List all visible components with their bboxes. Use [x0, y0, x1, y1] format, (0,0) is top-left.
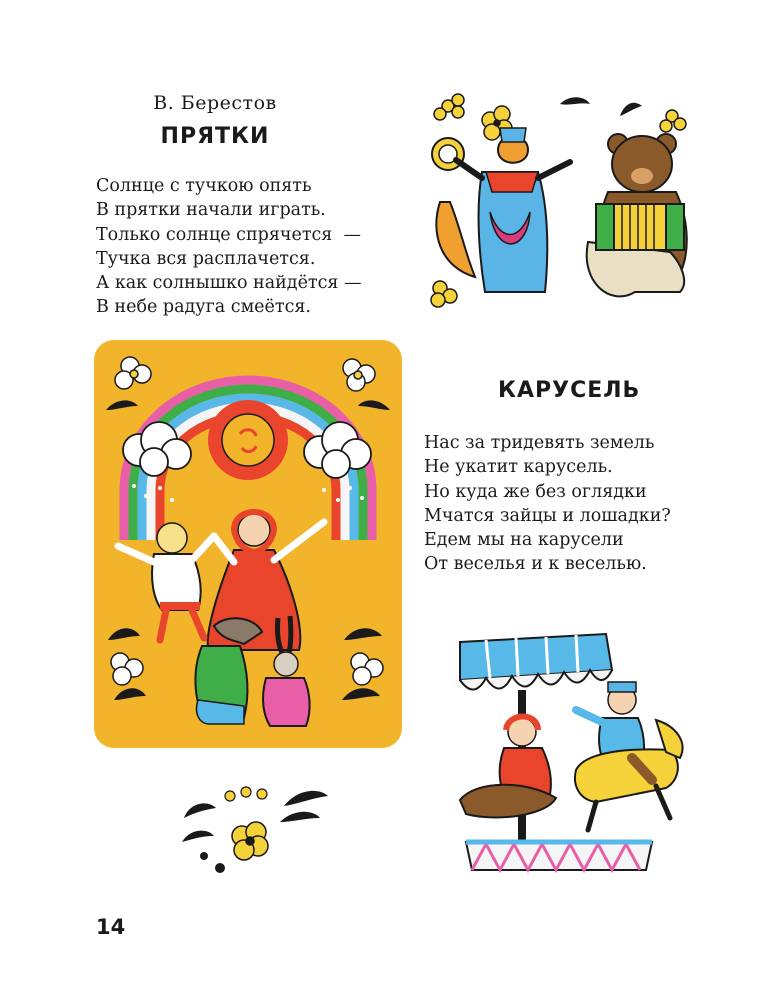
carousel-base: [466, 842, 652, 870]
flower-icon: [434, 94, 464, 120]
poem2-line: Но куда же без оглядки: [424, 481, 647, 502]
poem1-text: [96, 174, 362, 320]
flower-icon: [232, 822, 268, 860]
leaf-icon: [280, 812, 320, 822]
rainbow-panel-illustration: [94, 340, 402, 748]
poem2-line: Едем мы на карусели: [424, 530, 624, 551]
poem1-title: ПРЯТКИ: [160, 124, 270, 149]
poem1-line: Тучка вся расплачется.: [96, 248, 316, 269]
poem1-author: В. Берестов: [153, 92, 277, 114]
poem2-line: Не укатит карусель.: [424, 457, 613, 478]
leaf-icon: [560, 97, 590, 104]
flower-icon: [431, 281, 457, 307]
poem2-line: От веселья и к веселью.: [424, 554, 647, 575]
leaf-icon: [620, 103, 642, 116]
leaf-icon: [284, 791, 328, 806]
poem1-line: Только солнце спрячется —: [96, 224, 361, 245]
poem1-line: В небе радуга смеётся.: [96, 297, 311, 318]
page-number: 14: [96, 915, 126, 939]
carousel-illustration: [456, 630, 692, 880]
dot-icons: [200, 852, 225, 873]
poem1-line: А как солнышко найдётся —: [96, 273, 362, 294]
poem1-line: В прятки начали играть.: [96, 200, 326, 221]
accordion-icon: [596, 204, 684, 250]
poem2-line: Нас за тридевять земель: [424, 433, 655, 453]
boy-on-horse: [575, 682, 683, 830]
girl-on-hare: [460, 717, 556, 818]
sun-icon: [208, 400, 288, 480]
poem2-line: Мчатся зайцы и лошадки?: [424, 505, 671, 526]
poem1-line: Солнце с тучкою опять: [96, 176, 312, 196]
poem2-title: КАРУСЕЛЬ: [498, 378, 641, 403]
fox-bear-illustration: [420, 92, 710, 314]
berry-icons: [225, 787, 267, 801]
poem2-text: [424, 431, 671, 577]
flower-icon: [660, 110, 686, 132]
leaf-icon: [182, 831, 214, 842]
carousel-canopy: [460, 634, 612, 690]
leaf-icon: [184, 803, 216, 818]
flower-ornament-illustration: [180, 782, 330, 877]
